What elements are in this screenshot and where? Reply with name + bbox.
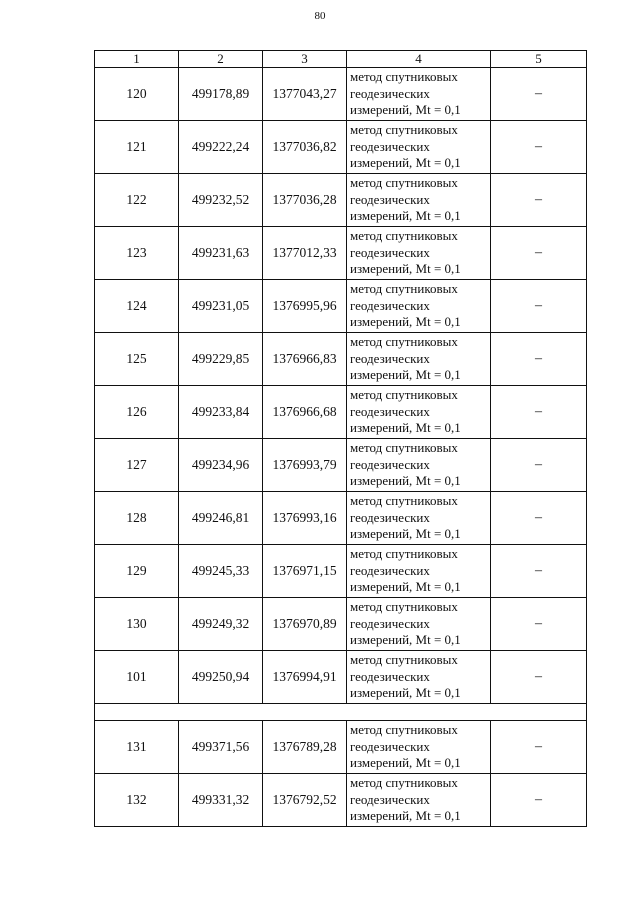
method-line-1: метод спутниковых (350, 175, 458, 191)
method-line-2: геодезических (350, 509, 430, 525)
point-number-cell: 127 (95, 439, 179, 492)
y-coordinate-cell: 1376971,15 (263, 545, 347, 598)
x-coordinate-cell: 499249,32 (179, 598, 263, 651)
remark-cell: – (491, 439, 587, 492)
method-line-1: метод спутниковых (350, 652, 458, 668)
method-line-2: геодезических (350, 297, 430, 313)
method-line-3: измерений, Mt = 0,1 (350, 526, 461, 542)
table-row (95, 598, 587, 651)
remark-cell: – (491, 174, 587, 227)
method-cell (347, 227, 491, 280)
y-coordinate-cell: 1377036,82 (263, 121, 347, 174)
point-number-cell: 125 (95, 333, 179, 386)
y-coordinate-cell: 1376995,96 (263, 280, 347, 333)
method-line-3: измерений, Mt = 0,1 (350, 632, 461, 648)
coordinates-table (94, 50, 587, 827)
x-coordinate-cell: 499232,52 (179, 174, 263, 227)
point-number-cell: 124 (95, 280, 179, 333)
table-row (95, 651, 587, 704)
remark-cell: – (491, 492, 587, 545)
table-row (95, 68, 587, 121)
remark-cell: – (491, 721, 587, 774)
method-line-1: метод спутниковых (350, 122, 458, 138)
method-line-2: геодезических (350, 85, 430, 101)
method-line-1: метод спутниковых (350, 281, 458, 297)
remark-cell: – (491, 333, 587, 386)
method-line-1: метод спутниковых (350, 334, 458, 350)
method-cell (347, 774, 491, 827)
table-row (95, 721, 587, 774)
table-row (95, 386, 587, 439)
method-line-2: геодезических (350, 138, 430, 154)
method-line-2: геодезических (350, 403, 430, 419)
method-cell (347, 545, 491, 598)
table-row (95, 333, 587, 386)
column-header-3: 3 (263, 51, 347, 68)
remark-cell: – (491, 598, 587, 651)
y-coordinate-cell: 1376792,52 (263, 774, 347, 827)
method-line-2: геодезических (350, 562, 430, 578)
method-line-1: метод спутниковых (350, 493, 458, 509)
remark-cell: – (491, 545, 587, 598)
x-coordinate-cell: 499246,81 (179, 492, 263, 545)
method-cell (347, 174, 491, 227)
x-coordinate-cell: 499231,63 (179, 227, 263, 280)
x-coordinate-cell: 499371,56 (179, 721, 263, 774)
method-line-3: измерений, Mt = 0,1 (350, 685, 461, 701)
x-coordinate-cell: 499178,89 (179, 68, 263, 121)
table-row (95, 492, 587, 545)
method-line-1: метод спутниковых (350, 440, 458, 456)
point-number-cell: 122 (95, 174, 179, 227)
table-row (95, 774, 587, 827)
method-line-3: измерений, Mt = 0,1 (350, 579, 461, 595)
method-cell (347, 121, 491, 174)
column-header-1: 1 (95, 51, 179, 68)
x-coordinate-cell: 499250,94 (179, 651, 263, 704)
method-line-2: геодезических (350, 668, 430, 684)
y-coordinate-cell: 1376966,68 (263, 386, 347, 439)
method-line-3: измерений, Mt = 0,1 (350, 102, 461, 118)
method-line-1: метод спутниковых (350, 228, 458, 244)
point-number-cell: 126 (95, 386, 179, 439)
point-number-cell: 121 (95, 121, 179, 174)
method-line-1: метод спутниковых (350, 722, 458, 738)
y-coordinate-cell: 1376993,16 (263, 492, 347, 545)
method-line-3: измерений, Mt = 0,1 (350, 367, 461, 383)
method-line-3: измерений, Mt = 0,1 (350, 420, 461, 436)
x-coordinate-cell: 499245,33 (179, 545, 263, 598)
method-line-3: измерений, Mt = 0,1 (350, 208, 461, 224)
method-line-3: измерений, Mt = 0,1 (350, 314, 461, 330)
y-coordinate-cell: 1377036,28 (263, 174, 347, 227)
table-row (95, 439, 587, 492)
table-row (95, 545, 587, 598)
method-cell (347, 439, 491, 492)
column-header-5: 5 (491, 51, 587, 68)
point-number-cell: 128 (95, 492, 179, 545)
method-line-1: метод спутниковых (350, 387, 458, 403)
point-number-cell: 129 (95, 545, 179, 598)
gap-cell (95, 704, 587, 721)
x-coordinate-cell: 499229,85 (179, 333, 263, 386)
table-row (95, 121, 587, 174)
method-cell (347, 386, 491, 439)
method-cell (347, 280, 491, 333)
y-coordinate-cell: 1377043,27 (263, 68, 347, 121)
table-row (95, 174, 587, 227)
y-coordinate-cell: 1376789,28 (263, 721, 347, 774)
x-coordinate-cell: 499222,24 (179, 121, 263, 174)
method-line-3: измерений, Mt = 0,1 (350, 808, 461, 824)
method-line-1: метод спутниковых (350, 599, 458, 615)
remark-cell: – (491, 227, 587, 280)
table-row (95, 280, 587, 333)
table-gap-row (95, 704, 587, 721)
method-cell (347, 492, 491, 545)
y-coordinate-cell: 1376966,83 (263, 333, 347, 386)
method-line-1: метод спутниковых (350, 775, 458, 791)
point-number-cell: 123 (95, 227, 179, 280)
x-coordinate-cell: 499331,32 (179, 774, 263, 827)
table-body (95, 68, 587, 827)
page-number: 80 (314, 10, 326, 22)
method-line-2: геодезических (350, 191, 430, 207)
method-line-2: геодезических (350, 738, 430, 754)
remark-cell: – (491, 774, 587, 827)
y-coordinate-cell: 1376994,91 (263, 651, 347, 704)
point-number-cell: 132 (95, 774, 179, 827)
method-line-2: геодезических (350, 615, 430, 631)
remark-cell: – (491, 651, 587, 704)
x-coordinate-cell: 499234,96 (179, 439, 263, 492)
table-row (95, 227, 587, 280)
method-line-2: геодезических (350, 244, 430, 260)
method-line-3: измерений, Mt = 0,1 (350, 261, 461, 277)
method-line-2: геодезических (350, 350, 430, 366)
y-coordinate-cell: 1376993,79 (263, 439, 347, 492)
method-cell (347, 598, 491, 651)
method-cell (347, 721, 491, 774)
remark-cell: – (491, 121, 587, 174)
x-coordinate-cell: 499231,05 (179, 280, 263, 333)
method-line-2: геодезических (350, 791, 430, 807)
remark-cell: – (491, 280, 587, 333)
y-coordinate-cell: 1376970,89 (263, 598, 347, 651)
method-line-2: геодезических (350, 456, 430, 472)
remark-cell: – (491, 68, 587, 121)
point-number-cell: 131 (95, 721, 179, 774)
y-coordinate-cell: 1377012,33 (263, 227, 347, 280)
point-number-cell: 101 (95, 651, 179, 704)
point-number-cell: 120 (95, 68, 179, 121)
column-header-4: 4 (347, 51, 491, 68)
table-header-row (95, 51, 587, 68)
method-line-3: измерений, Mt = 0,1 (350, 473, 461, 489)
remark-cell: – (491, 386, 587, 439)
method-line-3: измерений, Mt = 0,1 (350, 755, 461, 771)
method-cell (347, 68, 491, 121)
method-cell (347, 651, 491, 704)
x-coordinate-cell: 499233,84 (179, 386, 263, 439)
method-cell (347, 333, 491, 386)
method-line-3: измерений, Mt = 0,1 (350, 155, 461, 171)
point-number-cell: 130 (95, 598, 179, 651)
column-header-2: 2 (179, 51, 263, 68)
method-line-1: метод спутниковых (350, 546, 458, 562)
method-line-1: метод спутниковых (350, 69, 458, 85)
